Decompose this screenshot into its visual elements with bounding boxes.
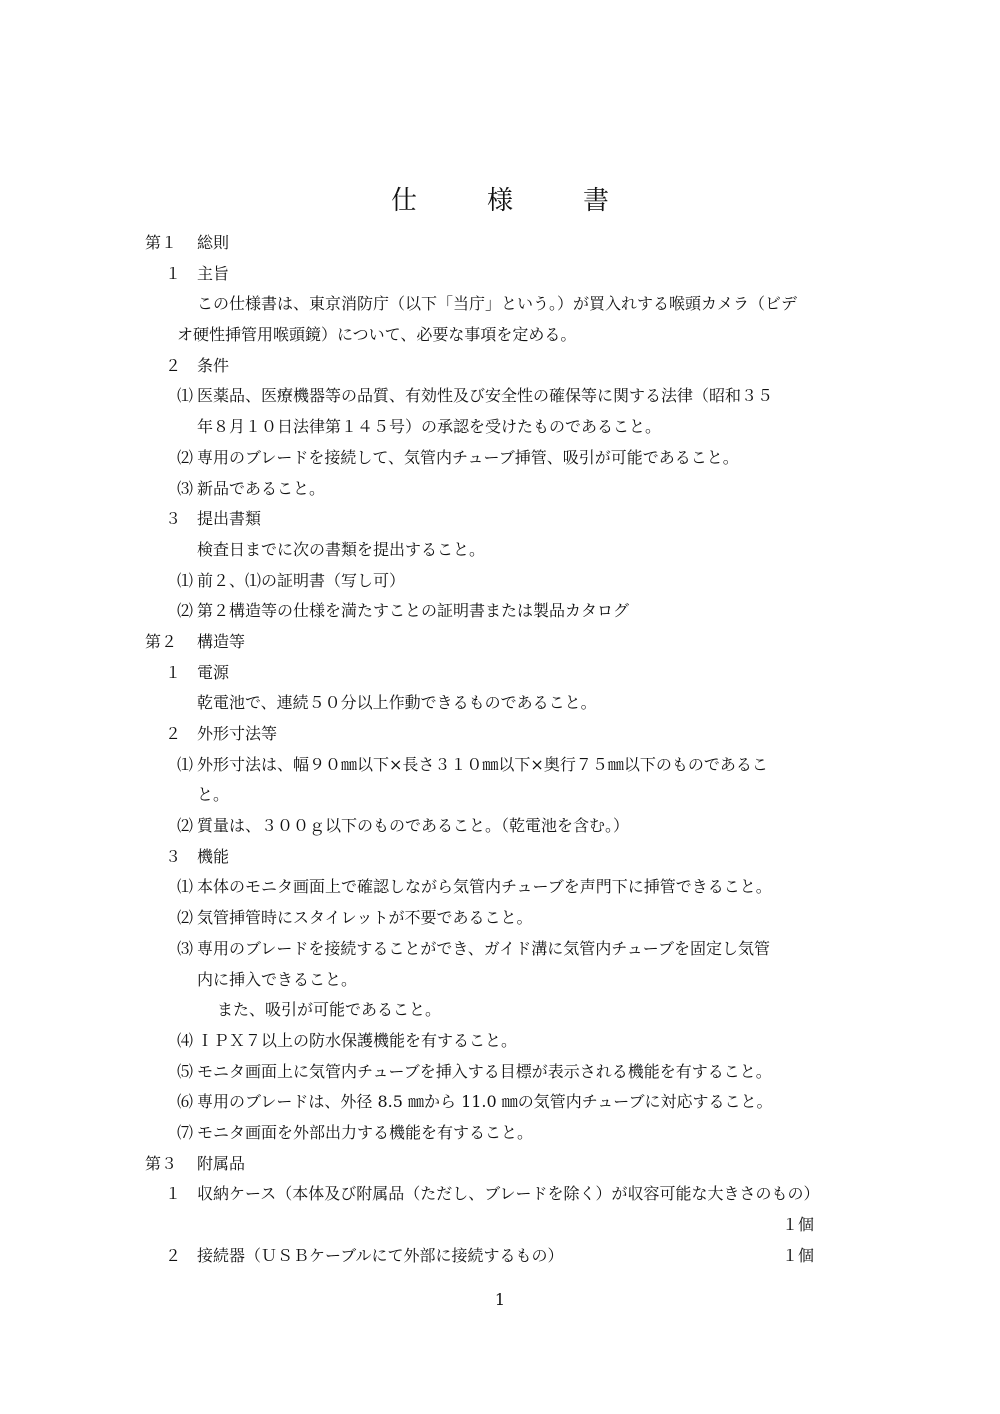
item-text: 本体のモニタ画面上で確認しながら気管内チューブを声門下に挿管できること。 — [197, 877, 772, 897]
subsection-number: ３ — [165, 509, 182, 529]
accessory-item — [145, 1241, 865, 1272]
item-number: ⑵ — [177, 816, 194, 836]
section-number: 第３ — [145, 1153, 178, 1173]
section-number: 第１ — [145, 233, 178, 252]
item-text: 医薬品、医療機器等の品質、有効性及び安全性の確保等に関する法律（昭和３５ — [197, 386, 774, 406]
item-number: ⑵ — [177, 601, 194, 621]
list-item-continuation: と。 — [197, 785, 230, 805]
item-text: 専用のブレードは、外径 8.5 ㎜から 11.0 ㎜の気管内チューブに対応すること。 — [197, 1092, 773, 1112]
accessory-text: 収納ケース（本体及び附属品（ただし、ブレードを除く）が収容可能な大きさのもの） — [197, 1184, 820, 1204]
list-item — [145, 811, 865, 842]
item-text: 第２構造等の仕様を満たすことの証明書または製品カタログ — [197, 601, 630, 621]
subsection-title: 提出書類 — [197, 509, 262, 529]
list-item — [145, 872, 865, 903]
item-number: ⑺ — [177, 1122, 194, 1142]
item-number: ⑷ — [177, 1030, 194, 1050]
subsection-2-3-heading — [145, 842, 865, 873]
item-number: ⑴ — [177, 386, 194, 406]
list-item — [145, 566, 865, 597]
item-number: ⑵ — [177, 447, 194, 467]
accessory-item — [145, 1179, 865, 1210]
subsection-title: 電源 — [197, 662, 230, 682]
list-item — [145, 1087, 865, 1118]
subsection-2-1-heading — [145, 658, 865, 689]
section-title: 附属品 — [197, 1153, 246, 1173]
subsection-title: 条件 — [197, 355, 230, 375]
paragraph-line: 検査日までに次の書類を提出すること。 — [197, 539, 486, 559]
subsection-title: 機能 — [197, 846, 230, 866]
item-number: ⑶ — [177, 938, 194, 958]
accessory-quantity: １個 — [782, 1215, 815, 1234]
subsection-1-1-heading — [145, 259, 865, 290]
item-text: 気管挿管時にスタイレットが不要であること。 — [197, 908, 533, 928]
paragraph-line: この仕様書は、東京消防庁（以下「当庁」という。）が買入れする喉頭カメラ（ビデ — [197, 294, 798, 314]
subsection-1-2-heading — [145, 351, 865, 382]
document-title: 仕 様 書 — [390, 186, 631, 216]
item-text: 専用のブレードを接続することができ、ガイド溝に気管内チューブを固定し気管 — [197, 938, 770, 958]
list-item — [145, 381, 865, 412]
item-number: ⑶ — [177, 478, 194, 498]
subsection-number: ２ — [165, 355, 182, 375]
section-3-heading — [145, 1149, 865, 1180]
section-2-heading — [145, 627, 865, 658]
list-item-note: また、吸引が可能であること。 — [217, 1000, 442, 1020]
item-text: 質量は、３００ｇ以下のものであること。（乾電池を含む。） — [197, 816, 630, 836]
subsection-title: 主旨 — [197, 263, 230, 283]
page-number: 1 — [494, 1290, 506, 1309]
item-text: モニタ画面を外部出力する機能を有すること。 — [197, 1122, 534, 1142]
subsection-number: ２ — [165, 724, 182, 743]
list-item-continuation: 年８月１０日法律第１４５号）の承認を受けたものであること。 — [197, 417, 662, 437]
section-number: 第２ — [145, 631, 178, 651]
list-item — [145, 443, 865, 474]
list-item — [145, 750, 865, 781]
item-number: ⑵ — [177, 908, 194, 928]
list-item-continuation: 内に挿入できること。 — [197, 969, 358, 989]
accessory-number: １ — [165, 1184, 182, 1204]
item-text: モニタ画面上に気管内チューブを挿入する目標が表示される機能を有すること。 — [197, 1061, 772, 1081]
list-item — [145, 934, 865, 965]
paragraph-line: 乾電池で、連続５０分以上作動できるものであること。 — [197, 693, 597, 713]
item-text: ＩＰＸ７以上の防水保護機能を有すること。 — [197, 1030, 518, 1050]
subsection-title: 外形寸法等 — [197, 724, 278, 743]
subsection-number: ３ — [165, 846, 182, 866]
subsection-1-3-heading — [145, 504, 865, 535]
section-title: 構造等 — [197, 631, 246, 651]
item-number: ⑸ — [177, 1061, 194, 1081]
list-item — [145, 1118, 865, 1149]
item-text: 専用のブレードを接続して、気管内チューブ挿管、吸引が可能であること。 — [197, 447, 739, 467]
list-item — [145, 596, 865, 627]
accessory-quantity: １個 — [782, 1245, 815, 1265]
list-item — [145, 1026, 865, 1057]
item-text: 外形寸法は、幅９０㎜以下×長さ３１０㎜以下×奥行７５㎜以下のものであるこ — [197, 754, 768, 774]
accessory-number: ２ — [165, 1245, 182, 1265]
list-item — [145, 1057, 865, 1088]
document-body — [145, 228, 865, 1271]
item-number: ⑹ — [177, 1092, 194, 1112]
subsection-number: １ — [165, 263, 182, 283]
item-number: ⑴ — [177, 570, 194, 590]
list-item — [145, 903, 865, 934]
paragraph-line: オ硬性挿管用喉頭鏡）について、必要な事項を定める。 — [177, 325, 577, 345]
item-number: ⑴ — [177, 877, 194, 897]
subsection-2-2-heading — [145, 719, 865, 750]
accessory-text: 接続器（ＵＳＢケーブルにて外部に接続するもの） — [197, 1245, 564, 1265]
item-text: 新品であること。 — [197, 478, 326, 498]
item-text: 前２、⑴の証明書（写し可） — [197, 570, 406, 590]
section-1-heading — [145, 228, 865, 259]
section-title: 総則 — [197, 233, 230, 252]
item-number: ⑴ — [177, 754, 194, 774]
list-item — [145, 474, 865, 505]
subsection-number: １ — [165, 662, 182, 682]
